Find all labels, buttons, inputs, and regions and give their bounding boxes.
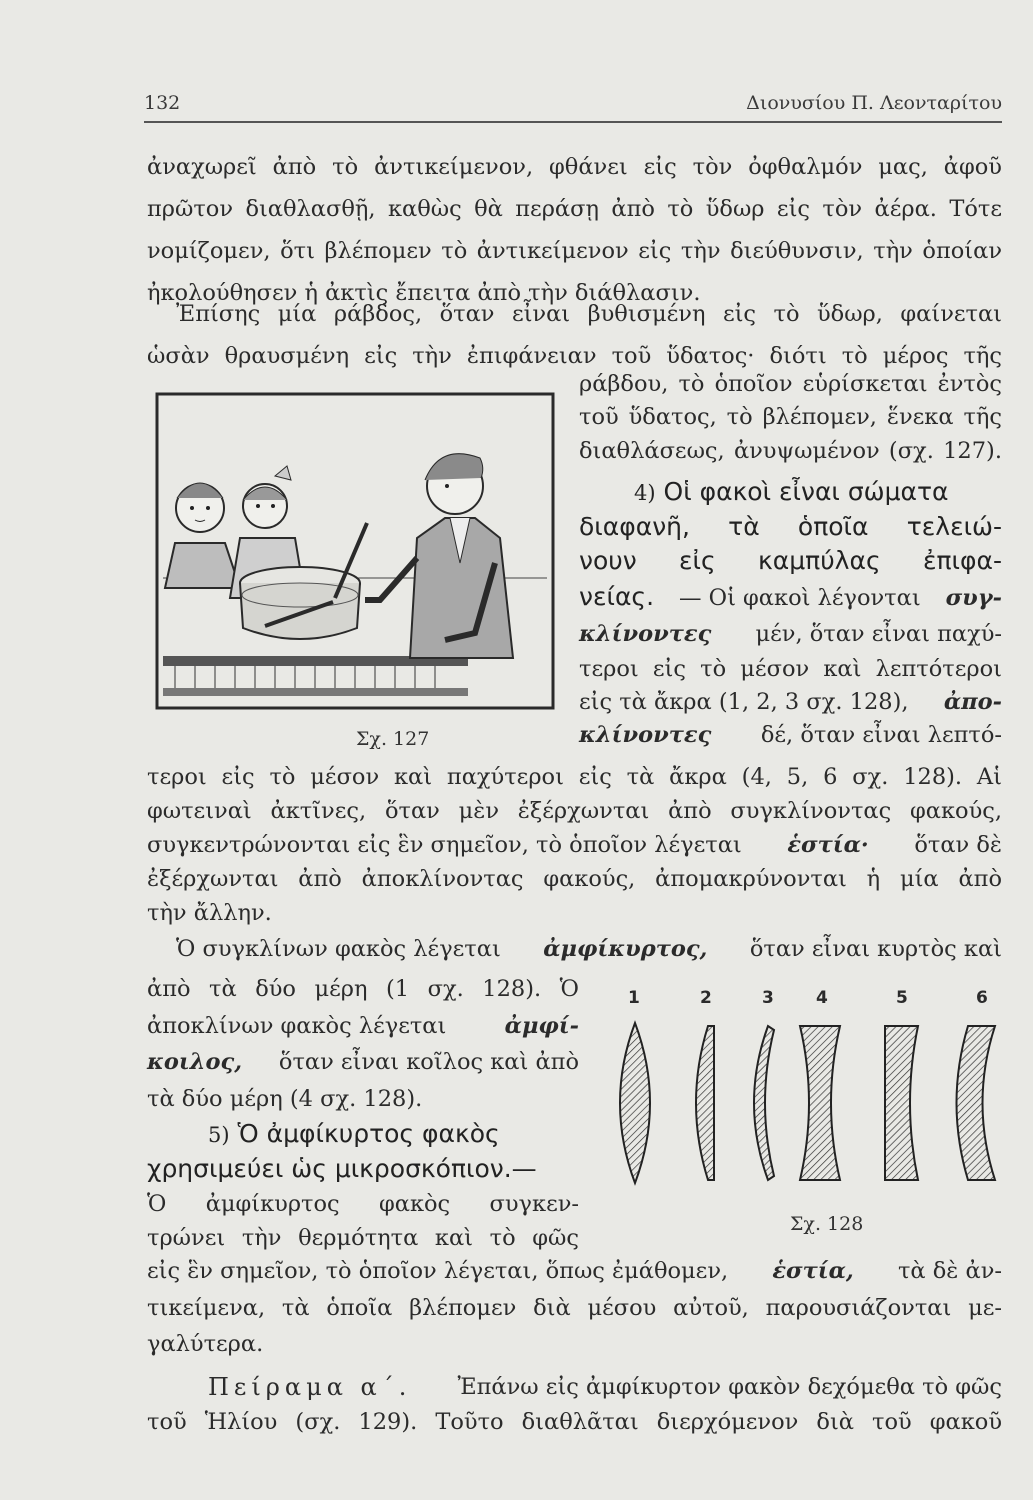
- experiment-label: Πείραμα α΄.: [208, 1373, 412, 1401]
- page-number: 132: [144, 92, 181, 114]
- section-heading-text: Οἱ φακοὶ εἶναι σώματα: [663, 477, 949, 506]
- figure-127-illustration: [155, 388, 555, 710]
- text-line: γαλύτερα.: [147, 1331, 264, 1357]
- text-span: μέν, ὅταν εἶναι παχύ-: [755, 621, 1002, 647]
- term-diverging: κλίνοντες: [579, 722, 712, 748]
- figure-127-caption: Σχ. 127: [356, 728, 430, 750]
- term-diverging: ἀπο-: [943, 689, 1002, 715]
- lens-label: 2: [700, 988, 712, 1008]
- text-span: συγκεντρώνονται εἰς ἓν σημεῖον, τὸ ὁποῖον λέγεται: [147, 832, 742, 858]
- text-line: τεροι εἰς τὸ μέσον καὶ λεπτότεροι: [579, 656, 1002, 682]
- text-line: διαθλάσεως, ἀνυψωμένον (σχ. 127).: [579, 438, 1002, 464]
- term-converging: κλίνοντες: [579, 621, 712, 647]
- text-line: [147, 1012, 579, 1040]
- text-line: [176, 935, 1002, 963]
- figure-128-illustration: [600, 978, 1002, 1198]
- text-line: τὰ δύο μέρη (4 σχ. 128).: [147, 1086, 423, 1112]
- lens-label: 3: [762, 988, 774, 1008]
- term-biconcave: ἀμφί-: [504, 1013, 579, 1039]
- section-5-heading-line: [208, 1120, 500, 1149]
- text-line: ὡσὰν θραυσμένη εἰς τὴν ἐπιφάνειαν τοῦ ὕδατος· διότι τὸ μέρος τῆς: [147, 343, 1002, 369]
- text-line: [579, 583, 1002, 612]
- text-line: φωτειναὶ ἀκτῖνες, ὅταν μὲν ἐξέρχωνται ἀπὸ συγκλίνοντας φακούς,: [147, 798, 1002, 824]
- text-line: Ὁ ἀμφίκυρτος φακὸς συγκεν-: [147, 1191, 579, 1217]
- text-span: ἀποκλίνων φακὸς λέγεται: [147, 1013, 447, 1039]
- text-line: ἐξέρχωνται ἀπὸ ἀποκλίνοντας φακούς, ἀπομακρύνονται ἡ μία ἀπὸ: [147, 866, 1002, 892]
- lens-label: 1: [628, 988, 640, 1008]
- text-span: ὅταν εἶναι κυρτὸς καὶ: [749, 936, 1002, 962]
- text-span: Ἐπάνω εἰς ἀμφίκυρτον φακὸν δεχόμεθα τὸ φῶς: [457, 1374, 1002, 1400]
- text-line: Ἐπίσης μία ράβδος, ὅταν εἶναι βυθισμένη εἰς τὸ ὕδωρ, φαίνεται: [176, 301, 1002, 327]
- section-number: 5): [208, 1123, 230, 1147]
- text-span: τὰ δὲ ἀν-: [897, 1258, 1002, 1284]
- lens-drawings: [600, 1018, 1002, 1198]
- text-line: τὴν ἄλλην.: [147, 900, 272, 926]
- term-biconvex: ἀμφίκυρτος,: [543, 936, 708, 962]
- lens-plano-concave: [885, 1026, 918, 1180]
- text-line: [579, 688, 1002, 716]
- text-span: ὅταν εἶναι κοῖλος καὶ ἀπὸ: [278, 1049, 579, 1075]
- text-line: [147, 831, 1002, 859]
- text-line: νομίζομεν, ὅτι βλέπομεν τὸ ἀντικείμενον εἰς τὴν διεύθυνσιν, τὴν ὁποίαν: [147, 238, 1002, 264]
- text-line: τρώνει τὴν θερμότητα καὶ τὸ φῶς: [147, 1225, 579, 1251]
- text-line: ράβδου, τὸ ὁποῖον εὑρίσκεται ἐντὸς: [579, 371, 1002, 397]
- section-4-heading-line: [634, 478, 949, 507]
- lens-plano-convex: [696, 1026, 714, 1180]
- lens-biconvex: [620, 1023, 650, 1183]
- text-line: [579, 620, 1002, 648]
- text-span: δέ, ὅταν εἶναι λεπτό-: [760, 722, 1002, 748]
- text-line: ἀπὸ τὰ δύο μέρη (1 σχ. 128). Ὁ: [147, 976, 579, 1002]
- header-rule: [144, 121, 1002, 123]
- section-number: 4): [634, 481, 656, 505]
- section-heading-text: διαφανῆ, τὰ ὁποῖα τελειώ-: [579, 512, 1002, 541]
- text-span: Ὁ συγκλίνων φακὸς λέγεται: [176, 936, 501, 962]
- text-span: — Οἱ φακοὶ λέγονται: [678, 585, 921, 611]
- text-span: ὅταν δὲ: [914, 832, 1002, 858]
- text-line: ἠκολούθησεν ἡ ἀκτὶς ἔπειτα ἀπὸ τὴν διάθλασιν.: [147, 280, 701, 306]
- text-line: [147, 1048, 579, 1076]
- lens-label: 6: [976, 988, 988, 1008]
- text-line: πρῶτον διαθλασθῇ, καθὼς θὰ περάσῃ ἀπὸ τὸ ὕδωρ εἰς τὸν ἀέρα. Τότε: [147, 196, 1002, 222]
- term-converging: συγ-: [945, 585, 1002, 611]
- text-line: ἀναχωρεῖ ἀπὸ τὸ ἀντικείμενον, φθάνει εἰς τὸν ὀφθαλμόν μας, ἀφοῦ: [147, 154, 1002, 180]
- term-biconcave: κοιλος,: [147, 1049, 243, 1075]
- text-line: τοῦ ὕδατος, τὸ βλέπομεν, ἕνεκα τῆς: [579, 404, 1002, 430]
- text-line: τικείμενα, τὰ ὁποῖα βλέπομεν διὰ μέσου αὐτοῦ, παρουσιάζονται με-: [147, 1295, 1002, 1321]
- lens-label: 4: [816, 988, 828, 1008]
- text-line: [579, 721, 1002, 749]
- term-focus: ἑστία·: [787, 832, 869, 858]
- section-heading-text: χρησιμεύει ὡς μικροσκόπιον.—: [147, 1154, 537, 1183]
- text-span: εἰς ἓν σημεῖον, τὸ ὁποῖον λέγεται, ὅπως ἐμάθομεν,: [147, 1258, 729, 1284]
- section-heading-text: νουν εἰς καμπύλας ἐπιφα-: [579, 546, 1002, 575]
- running-title: Διονυσίου Π. Λεονταρίτου: [746, 92, 1002, 114]
- term-focus: ἑστία,: [772, 1258, 854, 1284]
- text-line: [208, 1373, 1002, 1401]
- text-line: τεροι εἰς τὸ μέσον καὶ παχύτεροι εἰς τὰ ἄκρα (4, 5, 6 σχ. 128). Αἱ: [147, 764, 1002, 790]
- text-span: εἰς τὰ ἄκρα (1, 2, 3 σχ. 128),: [579, 689, 909, 715]
- lens-convex-concave: [957, 1026, 996, 1180]
- section-heading-text: Ὁ ἀμφίκυρτος φακὸς: [237, 1119, 500, 1148]
- text-line: [147, 1257, 1002, 1285]
- lens-concave-convex: [754, 1026, 774, 1180]
- figure-128-caption: Σχ. 128: [790, 1213, 864, 1235]
- lens-biconcave: [800, 1026, 840, 1180]
- text-line: τοῦ Ἡλίου (σχ. 129). Τοῦτο διαθλᾶται διερχόμενον διὰ τοῦ φακοῦ: [147, 1409, 1002, 1435]
- lens-label: 5: [896, 988, 908, 1008]
- section-heading-text: νείας.: [579, 582, 655, 611]
